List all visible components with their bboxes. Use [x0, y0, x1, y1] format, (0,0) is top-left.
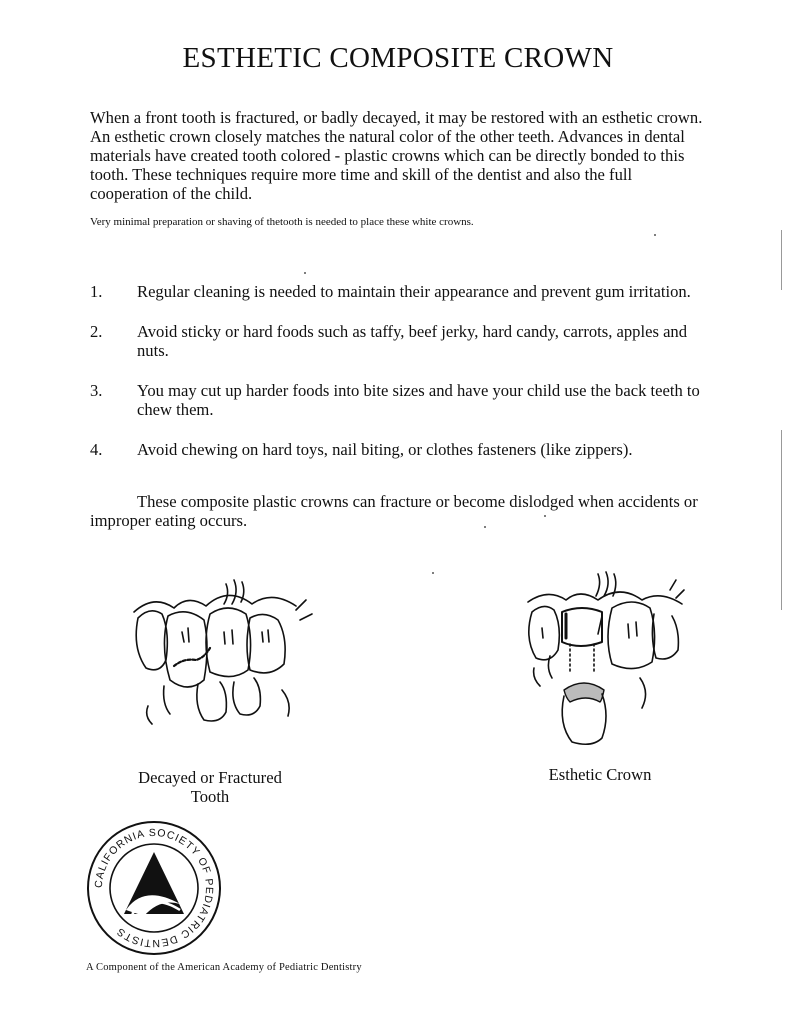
scan-edge-mark — [781, 430, 782, 610]
list-item — [90, 282, 710, 301]
intro-paragraph: When a front tooth is fractured, or badly decayed, it may be restored with an esthetic crown. An esthetic crown closely matches the natural color of the other teeth. Advances in dental materials have created tooth colored - plastic crowns which can be directly bonded to this tooth. These techniques require more time and skill of the dentist and also the full cooperation of the child. — [90, 108, 703, 203]
scan-speck — [654, 234, 656, 236]
footer-text: A Component of the American Academy of Pediatric Dentistry — [86, 962, 362, 973]
list-item-text: Avoid sticky or hard foods such as taffy, beef jerky, hard candy, carrots, apples and nuts. — [137, 322, 688, 360]
scan-speck — [304, 272, 306, 274]
left-figure-caption — [110, 768, 310, 806]
left-caption-line1: Decayed or Fractured — [138, 768, 282, 787]
preparation-note: Very minimal preparation or shaving of thetooth is needed to place these white crowns. — [90, 216, 474, 228]
scan-speck — [484, 526, 486, 528]
left-caption-line2: Tooth — [190, 787, 230, 806]
esthetic-crown-illustration — [520, 568, 690, 753]
seal-ring-text: CALIFORNIA SOCIETY OF PEDIATRIC DENTISTS — [92, 826, 216, 950]
scan-speck — [432, 572, 434, 574]
list-item — [90, 440, 710, 459]
closing-paragraph: These composite plastic crowns can fracture or become dislodged when accidents or improper eating occurs. — [90, 492, 698, 530]
list-item-number: 1. — [90, 282, 103, 301]
list-item-text: You may cut up harder foods into bite sizes and have your child use the back teeth to chew them. — [137, 381, 700, 419]
list-item-text: Avoid chewing on hard toys, nail biting, or clothes fasteners (like zippers). — [137, 440, 633, 459]
right-figure-caption: Esthetic Crown — [548, 765, 652, 784]
list-item-number: 3. — [90, 381, 103, 400]
list-item-text: Regular cleaning is needed to maintain their appearance and prevent gum irritation. — [137, 282, 691, 301]
list-item-number: 4. — [90, 440, 103, 459]
page-title: ESTHETIC COMPOSITE CROWN — [182, 42, 614, 74]
scan-edge-mark — [781, 230, 782, 290]
decayed-tooth-illustration — [128, 570, 318, 730]
care-instructions-list — [90, 282, 710, 480]
society-seal-logo — [84, 818, 224, 958]
list-item — [90, 322, 710, 360]
scan-speck — [544, 515, 546, 517]
list-item — [90, 381, 710, 419]
list-item-number: 2. — [90, 322, 103, 341]
